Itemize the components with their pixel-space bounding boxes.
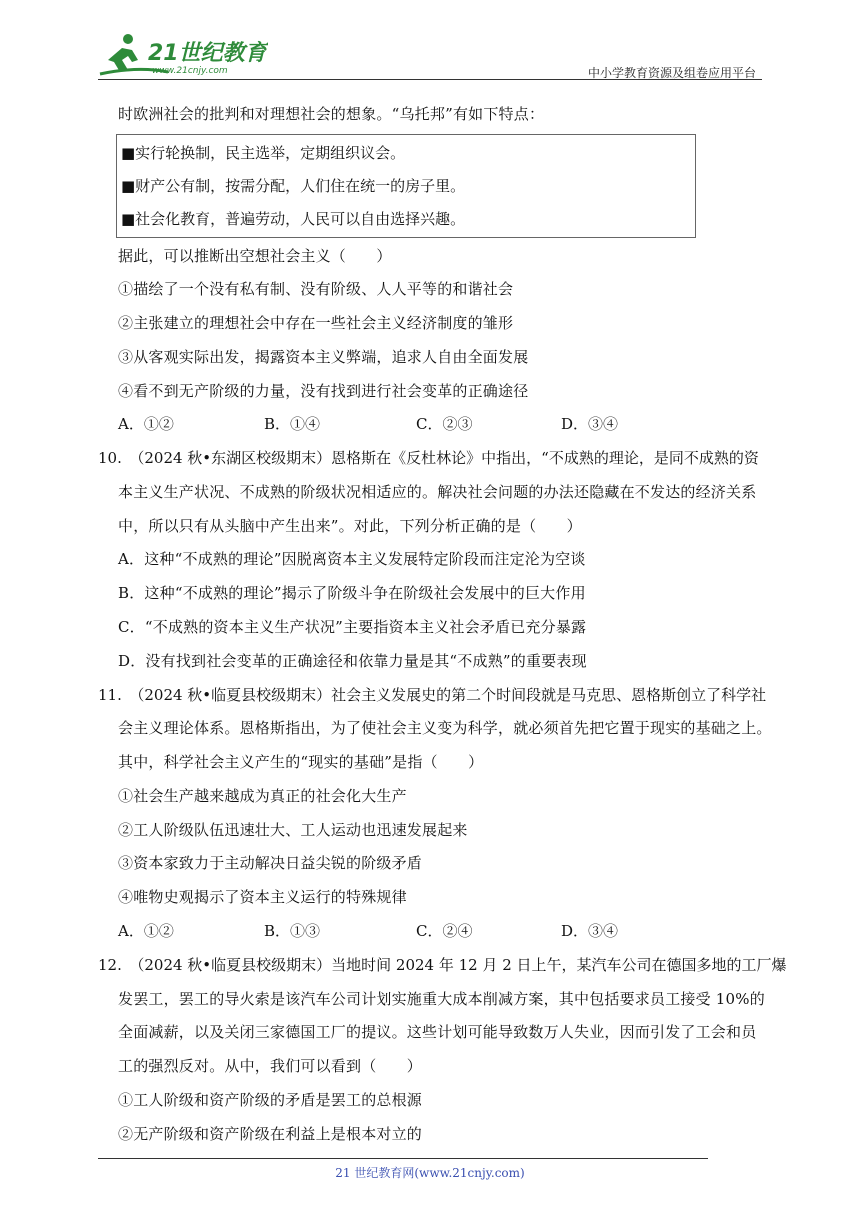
q11-item-1: ①社会生产越来越成为真正的社会化大生产 — [118, 787, 407, 805]
q11-item-2: ②工人阶级队伍迅速壮大、工人运动也迅速发展起来 — [118, 821, 468, 839]
feature-item: ■实行轮换制，民主选举，定期组织议会。 — [121, 144, 406, 162]
q10-line-1: 10. （2024 秋•东湖区校级期末）恩格斯在《反杜林论》中指出，“不成熟的理论，是同不成熟的资 — [98, 449, 759, 467]
q10-choice-d[interactable]: D．没有找到社会变革的正确途径和依靠力量是其“不成熟”的重要表现 — [118, 652, 587, 670]
option-a[interactable]: A．①② — [118, 922, 174, 940]
option-c[interactable]: C．②④ — [416, 922, 473, 940]
option-b[interactable]: B．①④ — [264, 415, 321, 433]
page-header — [98, 30, 762, 80]
svg-text:www.21cnjy.com: www.21cnjy.com — [152, 66, 228, 76]
option-a[interactable]: A．①② — [118, 415, 174, 433]
q11-item-4: ④唯物史观揭示了资本主义运行的特殊规律 — [118, 888, 407, 906]
footer-link[interactable]: 21 世纪教育网(www.21cnjy.com) — [335, 1166, 525, 1180]
q10-choice-b[interactable]: B．这种“不成熟的理论”揭示了阶级斗争在阶级社会发展中的巨大作用 — [118, 584, 586, 602]
q9-item-3: ③从客观实际出发，揭露资本主义弊端，追求人自由全面发展 — [118, 348, 529, 366]
q9-item-1: ①描绘了一个没有私有制、没有阶级、人人平等的和谐社会 — [118, 280, 514, 298]
feature-item: ■社会化教育，普遍劳动，人民可以自由选择兴趣。 — [121, 210, 466, 228]
header-platform-text: 中小学教育资源及组卷应用平台 — [587, 66, 756, 80]
q9-intro: 时欧洲社会的批判和对理想社会的想象。“乌托邦”有如下特点： — [118, 105, 545, 123]
q10-line-2: 本主义生产状况、不成熟的阶级状况相适应的。解决社会问题的办法还隐藏在不发达的经济关系 — [118, 483, 757, 501]
logo-21cnjy — [98, 30, 268, 78]
q12-item-1: ①工人阶级和资产阶级的矛盾是罢工的总根源 — [118, 1091, 423, 1109]
q11-item-3: ③资本家致力于主动解决日益尖锐的阶级矛盾 — [118, 854, 423, 872]
q9-item-2: ②主张建立的理想社会中存在一些社会主义经济制度的雏形 — [118, 314, 514, 332]
option-d[interactable]: D．③④ — [561, 922, 619, 940]
q9-item-4: ④看不到无产阶级的力量，没有找到进行社会变革的正确途径 — [118, 382, 529, 400]
q10-choice-a[interactable]: A．这种“不成熟的理论”因脱离资本主义发展特定阶段而注定沦为空谈 — [118, 550, 586, 568]
header-divider — [98, 79, 762, 80]
footer-divider — [98, 1158, 708, 1159]
svg-text:21世纪教育: 21世纪教育 — [148, 41, 267, 66]
q10-line-3: 中，所以只有从头脑中产生出来”。对此，下列分析正确的是（ ） — [118, 517, 582, 535]
option-b[interactable]: B．①③ — [264, 922, 321, 940]
q11-line-1: 11. （2024 秋•临夏县校级期末）社会主义发展史的第二个时间段就是马克思、恩格斯创立了科学社 — [98, 686, 767, 704]
option-c[interactable]: C．②③ — [416, 415, 473, 433]
q11-line-3: 其中，科学社会主义产生的“现实的基础”是指（ ） — [118, 753, 484, 771]
q10-choice-c[interactable]: C．“不成熟的资本主义生产状况”主要指资本主义社会矛盾已充分暴露 — [118, 618, 587, 636]
q12-line-4: 工的强烈反对。从中，我们可以看到（ ） — [118, 1057, 423, 1075]
q12-line-3: 全面减薪，以及关闭三家德国工厂的提议。这些计划可能导致数万人失业，因而引发了工会和员 — [118, 1023, 757, 1041]
q9-stem: 据此，可以推断出空想社会主义（ ） — [118, 247, 392, 265]
feature-item: ■财产公有制，按需分配，人们住在统一的房子里。 — [121, 177, 466, 195]
q12-item-2: ②无产阶级和资产阶级在利益上是根本对立的 — [118, 1125, 423, 1143]
option-d[interactable]: D．③④ — [561, 415, 619, 433]
q12-line-1: 12. （2024 秋•临夏县校级期末）当地时间 2024 年 12 月 2 日上午，某汽车公司在德国多地的工厂爆 — [98, 956, 787, 974]
utopia-features-box — [116, 134, 696, 238]
q11-line-2: 会主义理论体系。恩格斯指出，为了使社会主义变为科学，就必须首先把它置于现实的基础之上。 — [118, 719, 772, 737]
q12-line-2: 发罢工，罢工的导火索是该汽车公司计划实施重大成本削减方案，其中包括要求员工接受 10%的 — [118, 990, 765, 1008]
